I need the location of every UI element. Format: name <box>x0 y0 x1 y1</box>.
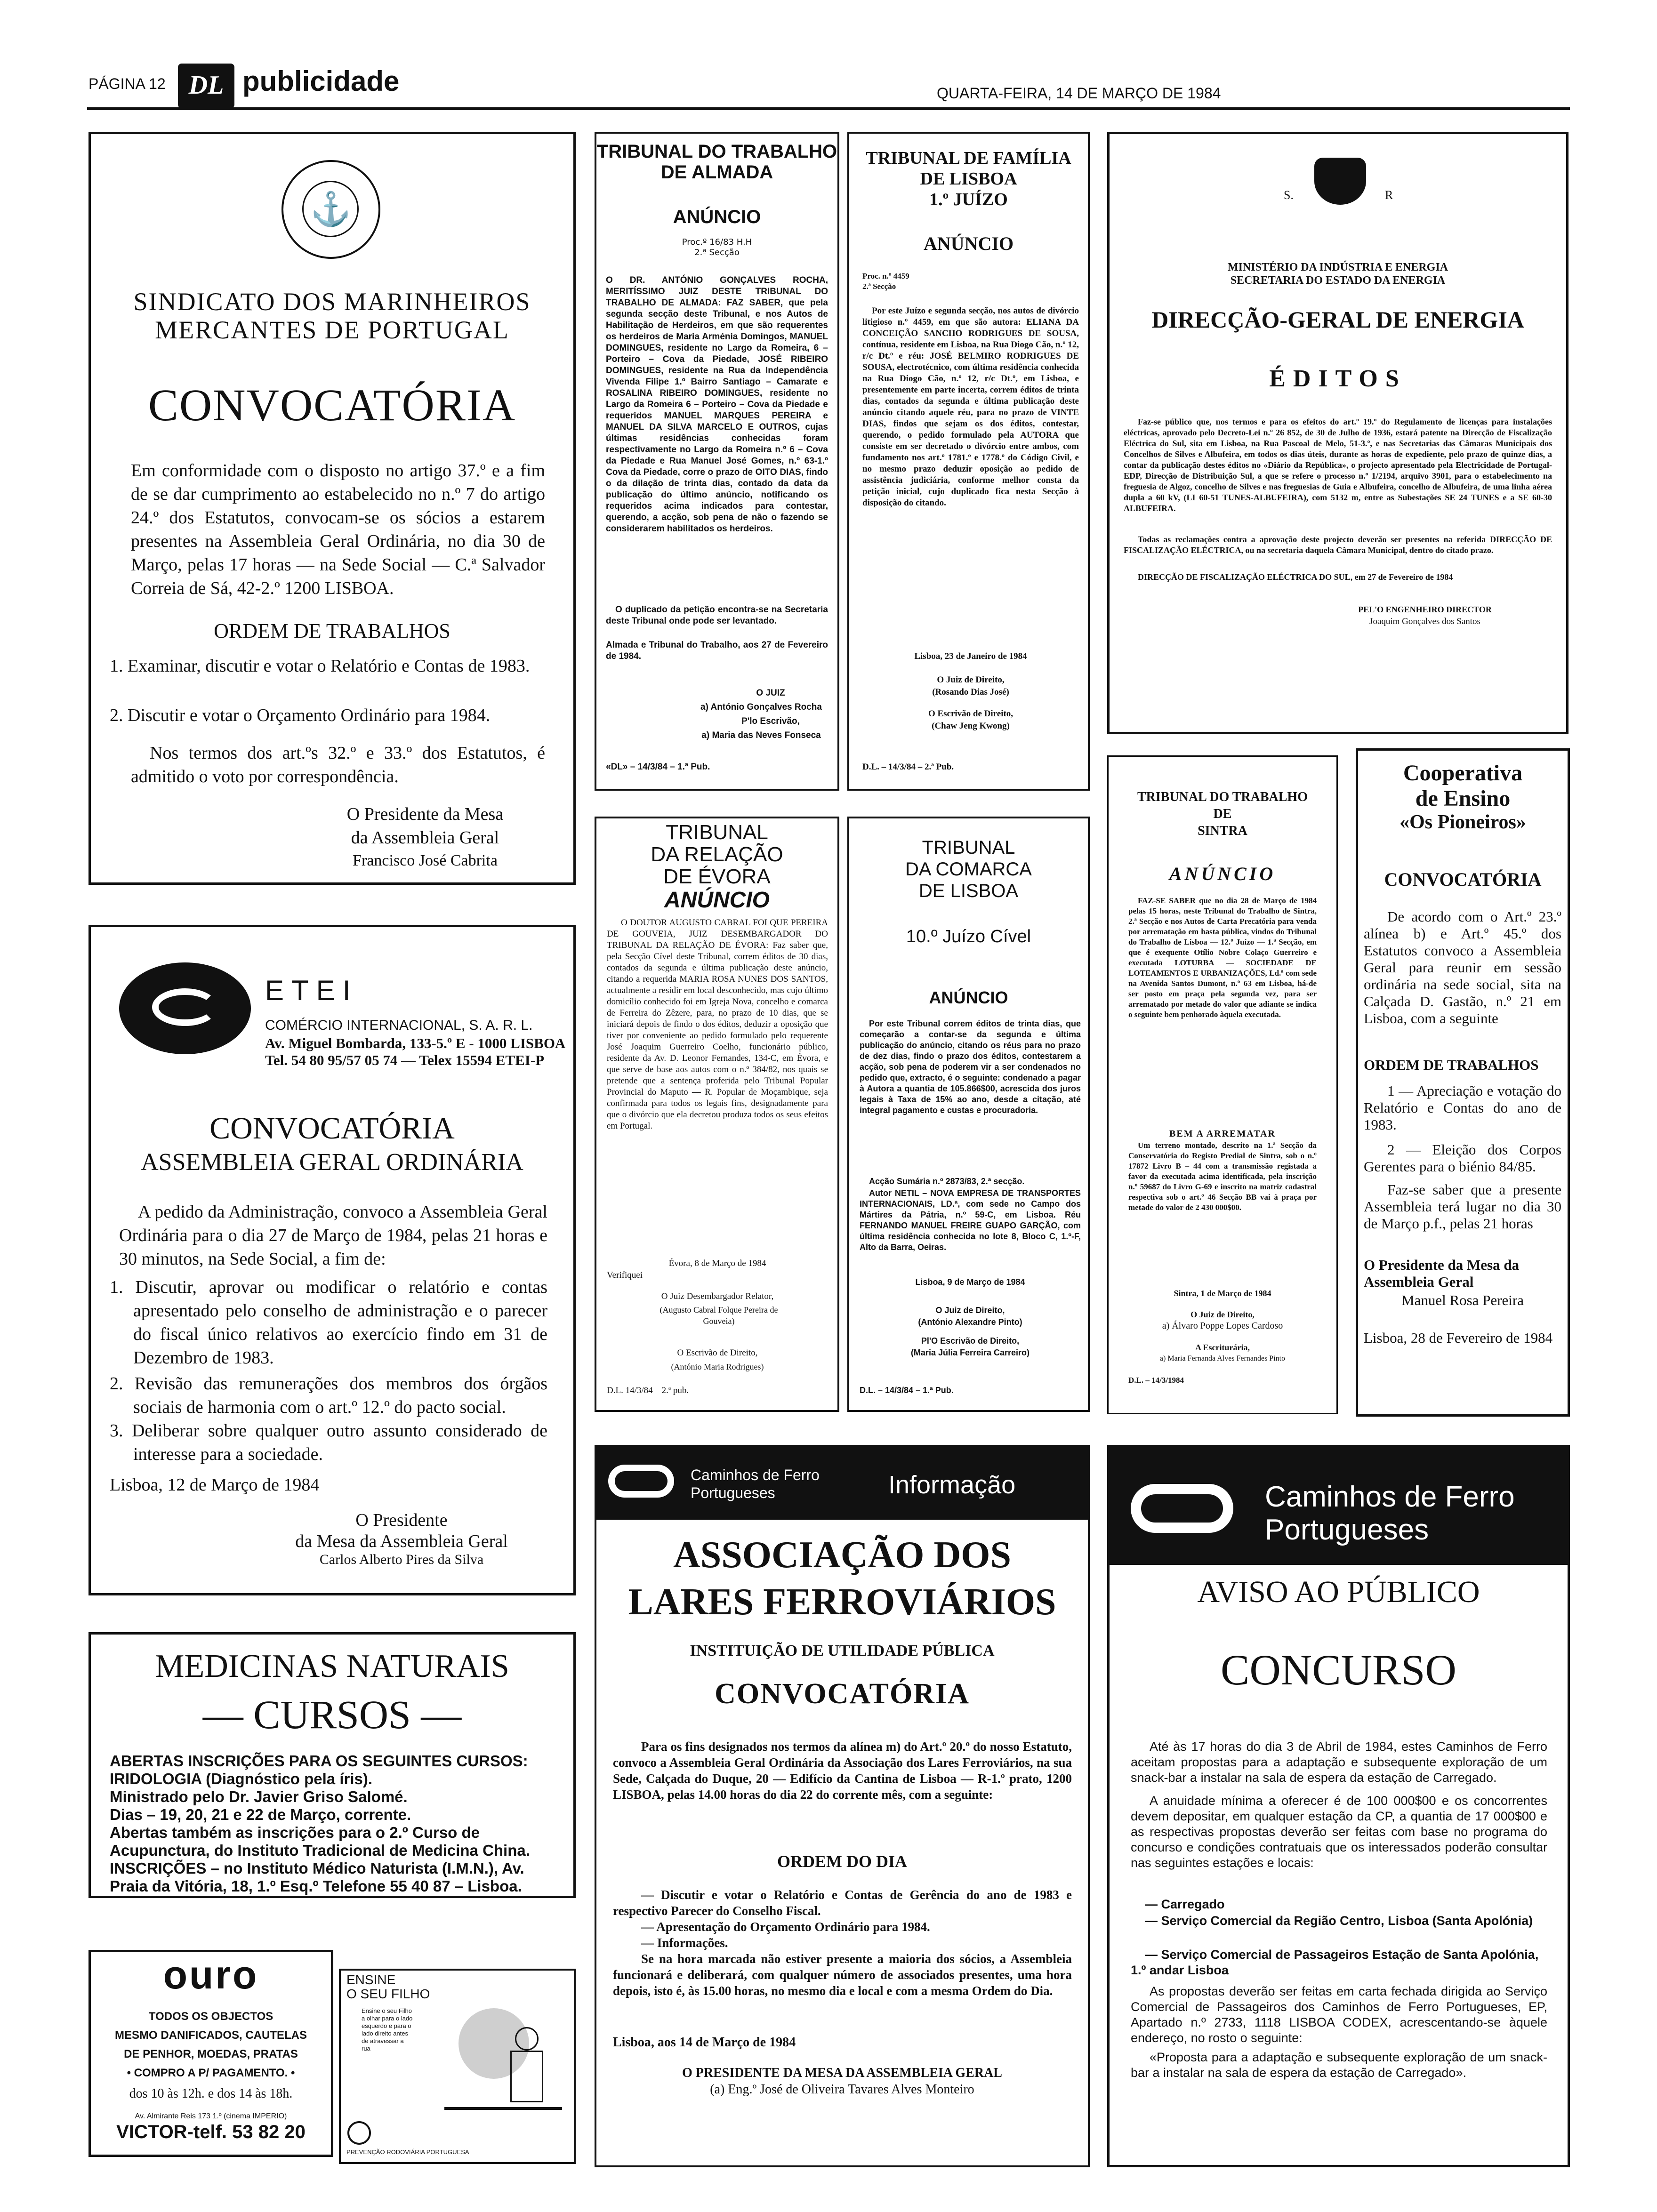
ad-intro: De acordo com o Art.º 23.º alínea b) e Art.º 45.º dos Estatutos convoco a Assembleia Geral para reunir em sessão ordinária na sede social, sita na Calçada D. Gastão, n.º 21 em Lisboa, com a seguinte <box>1364 908 1561 1026</box>
location-item-2: — Serviço Comercial da Região Centro, Lisboa (Santa Apolónia) <box>1145 1914 1533 1928</box>
notice-subtitle: ASSEMBLEIA GERAL ORDINÁRIA <box>141 1149 523 1176</box>
ad-line: Abertas também as inscrições para o 2.º Curso de Acupunctura, do Instituto Tradicional de Medicina China. <box>110 1824 530 1859</box>
ad-address: Av. Almirante Reis 173 1.º (cinema IMPERIO) <box>135 2112 287 2120</box>
ad-intro: Para os fins designados nos termos da alínea m) do Art.º 20.º do nosso Estatuto, convoco a Assembleia Geral Ordinária da Associação dos Lares Ferroviários, na sua Sede, Calçada do Duque, 20 — Edifício da Cantina de Lisboa — R-1.º prato, 1200 LISBOA, pelas 14.00 horas do dia 22 do corrente mês, com a seguinte: <box>613 1739 1072 1802</box>
notice-intro: A pedido da Administração, convoco a Assembleia Geral Ordinária para o dia 27 de Março de 1984, pelas 21 horas e 30 minutos, na Sede Social, a fim de: <box>119 1202 547 1269</box>
ad-tribunal-evora <box>595 817 839 1412</box>
ad-kind: CONVOCATÓRIA <box>715 1678 970 1710</box>
ad-line: Ministrado pelo Dr. Javier Griso Salomé. <box>110 1788 408 1805</box>
page-number: PÁGINA 12 <box>88 75 166 92</box>
ad-date: Évora, 8 de Março de 1984 <box>668 1258 766 1268</box>
signature-role: O Juiz de Direito, <box>935 1306 1005 1315</box>
ad-title: ouro <box>163 1953 259 1997</box>
signature-name: a) Álvaro Poppe Lopes Cardoso <box>1162 1321 1283 1331</box>
ad-title-line2: DE <box>1213 807 1232 821</box>
etei-logo-icon <box>119 962 251 1054</box>
notice-title: CONVOCATÓRIA <box>209 1111 455 1146</box>
ad-title-line2: O SEU FILHO <box>346 1987 430 2001</box>
ad-medicinas-naturais <box>88 1632 576 1898</box>
signature-name: (a) Eng.º José de Oliveira Tavares Alves Monteiro <box>710 2082 974 2097</box>
ad-subtitle: — CURSOS — <box>202 1692 462 1737</box>
ad-paragraph-2: A anuidade mínima a oferecer é de 100 000$00 e os concorrentes devem depositar, em qualquer estação da CP, a quantia de 17 000$00 e as respectivas propostas deverão ser feitas com base no programa do concurso e condições contratuais que os interessados poderão consultar nas seguintes estações e locais: <box>1131 1794 1547 1870</box>
signature-role: O PRESIDENTE DA MESA DA ASSEMBLEIA GERAL <box>682 2066 1002 2080</box>
ad-line: DE PENHOR, MOEDAS, PRATAS <box>124 2048 298 2060</box>
ad-body: O DR. ANTÓNIO GONÇALVES ROCHA, MERITÍSSIMO JUIZ DESTE TRIBUNAL DO TRABALHO DE ALMADA: FAZ SABER, que pela segunda secção deste Tribunal, e nos Autos de Habilitação de Herdeiros, em que são requerentes os herdeiros de Maria Arménia Domingos, MANUEL DOMINGUES, residente no Largo da Romeira, 6 – Porteiro – Cova da Piedade, JOSÉ RIBEIRO DOMINGUES, residente na Rua da Independência Vivenda Filipe 1.º Bairro Santiago – Camarate e ROSALINA RIBEIRO DOMINGUES, residente no Largo da Romeira 6 – Porteiro – Cova da Piedade e requeridos MANUEL MARQUES PEREIRA e MANUEL DA SILVA MARCELO E OUTROS, cujas últimas residências conhecidas foram respectivamente no Largo da Romeira n.º 6 – Cova da Piedade e Rua Manuel José Gomes, n.º 63-1.º Cova da Piedade, corre o prazo de OITO DIAS, findo o da dilação de trinta dias, contado da data da publicação do último anúncio, notificando os requeridos acima indicados para contestar, querendo, a acção, sob pena de não o fazendo se considerarem habilitados os herdeiros. <box>606 275 828 534</box>
coat-of-arms-icon <box>1314 158 1366 205</box>
arms-letter-right: R <box>1385 188 1393 202</box>
signature-role: O Juiz de Direito, <box>937 675 1005 685</box>
signature-name: Manuel Rosa Pereira <box>1401 1292 1524 1308</box>
signature-role: PEL'O ENGENHEIRO DIRECTOR <box>1358 605 1492 614</box>
ad-line: dos 10 às 12h. e dos 14 às 18h. <box>129 2086 293 2101</box>
ad-paragraph-3: As propostas deverão ser feitas em carta fechada dirigida ao Serviço Comercial de Passageiros dos Caminhos de Ferro Portugueses, EP, Apartado n.º 2733, 1118 LISBOA CODEX, acrescentando-se àquele endereço, no rosto o seguinte: <box>1131 1984 1547 2045</box>
notice-intro: Em conformidade com o disposto no artigo 37.º e a fim de se dar cumprimento ao estabelecido no n.º 7 do artigo 24.º dos Estatutos, convocam-se os sócios a estarem presentes na Assembleia Geral Ordinária, no dia 30 de Março, pelas 17 horas — na Sede Social — C.ª Salvador Correia de Sá, 42-2.º 1200 LISBOA. <box>131 461 545 598</box>
ad-date: Sintra, 1 de Março de 1984 <box>1174 1289 1271 1298</box>
ad-sindicato <box>88 132 576 885</box>
etei-brand: ETEI <box>265 975 358 1006</box>
issue-date: QUARTA-FEIRA, 14 DE MARÇO DE 1984 <box>937 85 1221 102</box>
signature-role: O Juiz Desembargador Relator, <box>661 1291 774 1301</box>
signature-name: a) António Gonçalves Rocha <box>700 702 822 712</box>
notice-title: CONVOCATÓRIA <box>148 380 516 430</box>
ad-title: MEDICINAS NATURAIS <box>155 1648 509 1684</box>
signature-role: Pl'O Escrivão de Direito, <box>921 1336 1020 1346</box>
ad-cooperativa-pioneiros <box>1356 748 1570 1417</box>
notice-closing: Nos termos dos art.ºs 32.º e 33.º dos Estatutos, é admitido o voto por correspondência. <box>131 743 545 786</box>
signature-role: A Escriturária, <box>1195 1343 1250 1352</box>
agenda-title: ORDEM DE TRABALHOS <box>214 619 450 642</box>
signature-role: O Juiz de Direito, <box>1190 1310 1255 1319</box>
ad-tribunal-familia <box>847 132 1090 791</box>
ad-title-line2: DA RELAÇÃO <box>651 843 783 866</box>
ad-date: Lisboa, 9 de Março de 1984 <box>915 1277 1025 1287</box>
proc-number: Acção Sumária n.º 2873/83, 2.ª secção. <box>869 1177 1025 1186</box>
ad-tribunal-comarca <box>847 817 1090 1412</box>
ad-date: DIRECÇÃO DE FISCALIZAÇÃO ELÉCTRICA DO SUL, em 27 de Fevereiro de 1984 <box>1138 572 1453 582</box>
section-title: publicidade <box>242 65 400 97</box>
ad-title-line1: TRIBUNAL DO TRABALHO <box>1137 790 1308 804</box>
ad-body-2: Todas as reclamações contra a aprovação deste projecto deverão ser presentes na referida DIRECÇÃO DE FISCALIZAÇÃO ELÉCTRICA, ou na secretaria daquela Câmara Municipal, dentro do citado prazo. <box>1124 535 1552 555</box>
bem-title: BEM A ARREMATAR <box>1169 1129 1276 1139</box>
ministry-line2: SECRETARIA DO ESTADO DA ENERGIA <box>1230 274 1446 287</box>
ad-ouro <box>88 1950 333 2157</box>
ad-body: FAZ-SE SABER que no dia 28 de Março de 1984 pelas 15 horas, neste Tribunal do Trabalho de Sintra, 2.ª Secção e nos Autos de Carta Precatória para venda por arrematação em hasta pública, vindos do Tribunal do Trabalho de Lisboa — 12.º Juízo — 1.ª Secção, em que é exequente Otílio Nobre Colaço Guerreiro e executada LOTURBA — SOCIEDADE DE LOTEAMENTOS E URBANIZAÇÕES, Ld.ª com sede na Avenida Santos Dumont, n.º 63 em Lisboa, há-de ser posto em praça pela segunda vez, para ser arrematado por metade do valor que adiante se indica o seguinte bem penhorado àquela executada. <box>1128 896 1317 1019</box>
ad-body: Por este Tribunal correm éditos de trinta dias, que começarão a contar-se da segunda e última publicação do anúncio, citando os réus para no prazo de dez dias, findo o prazo dos éditos, contestarem a acção, sob pena de poderem vir a ser condenados no pedido que, extracto, é o seguinte: condenado a pagar à Autora a quantia de 105.866$00, acrescida dos juros legais à Taxa de 15% ao ano, desde a citação, até integral pagamento e custas e procuradoria. <box>860 1019 1081 1115</box>
cp-logo-icon <box>1131 1480 1239 1537</box>
org-name-line1: SINDICATO DOS MARINHEIROS <box>133 288 531 316</box>
ad-title-line1: Cooperativa <box>1403 761 1523 785</box>
signature-name: (Maria Júlia Ferreira Carreiro) <box>910 1348 1030 1357</box>
ad-title-line3: DE LISBOA <box>918 881 1019 901</box>
bem-description: Um terreno montado, descrito na 1.ª Secção da Conservatória do Registo Predial de Sintra, sob o n.º 17872 Livro B – 44 com a transmissão registada a favor da executada acima identificada, pela inscrição n.º 59687 do Livro G-69 e inscrito na matriz cadastral respectiva sob o art.º 46 Secção BB vai à praça por metade do valor de 2 430 000$00. <box>1128 1141 1317 1212</box>
signature-role: O Escrivão de Direito, <box>677 1348 758 1358</box>
etei-address: Av. Miguel Bombarda, 133-5.º E - 1000 LISBOA <box>265 1035 566 1051</box>
ad-phone: VICTOR-telf. 53 82 20 <box>116 2122 306 2142</box>
ad-kind: ANÚNCIO <box>673 207 761 227</box>
etei-phones: Tel. 54 80 95/57 05 74 — Telex 15594 ETEI-P <box>265 1052 545 1068</box>
ad-tribunal-sintra <box>1107 755 1338 1414</box>
banner-label: Informação <box>888 1471 1016 1499</box>
ad-title-line2: LARES FERROVIÁRIOS <box>628 1581 1056 1623</box>
ad-body: O DOUTOR AUGUSTO CABRAL FOLQUE PEREIRA DE GOUVEIA, JUIZ DESEMBARGADOR DO TRIBUNAL DA RELAÇÃO DE ÉVORA: Faz saber que, pela Secção Cível deste Tribunal, correm éditos de 30 dias, contados da segunda e última publicação deste anúncio, citando a requerida MARIA ROSA NUNES DOS SANTOS, actualmente a residir em local desconhecido, mas cujo último domicílio conhecido foi em Igreja Nova, concelho e comarca de Ferreira do Zêzere, para, no prazo de 10 dias, que se iniciará depois de findo o dos éditos, deduzir a oposição que tiver por conveniente ao pedido formulado pelo requerente José Joaquim Guerreiro Coelho, funcionário público, residente da Av. D. Leonor Fernandes, 134-C, em Évora, e que serve de base aos autos com o n.º 384/82, nos quais se pretende que a sentença proferida pelo Tribunal Popular Provincial do Maputo — R. Popular de Moçambique, seja confirmada para todos os legais fins, designadamente para que o divórcio que ela decretou produza todos os seus efeitos em Portugal. <box>607 918 828 1131</box>
ad-subtitle: ÉDITOS <box>1269 365 1407 392</box>
ad-tribunal-almada <box>595 132 839 791</box>
signature-name: (António Alexandre Pinto) <box>918 1317 1022 1327</box>
ad-date: Lisboa, 28 de Fevereiro de 1984 <box>1364 1330 1553 1346</box>
cp-banner <box>596 1447 1088 1520</box>
ad-line: • COMPRO A P/ PAGAMENTO. • <box>127 2067 295 2079</box>
signature-name: Carlos Alberto Pires da Silva <box>319 1552 484 1567</box>
cp-name-line2: Portugueses <box>1265 1514 1429 1546</box>
ad-title-line2: DE ALMADA <box>660 162 773 183</box>
agenda-item-3: 3. Deliberar sobre qualquer outro assunto considerado de interesse para a sociedade. <box>110 1421 547 1464</box>
cp-banner <box>1110 1447 1568 1565</box>
agenda-title: ORDEM DO DIA <box>777 1852 907 1871</box>
anchor-seal-icon: ⚓ <box>282 160 380 259</box>
cp-name-line1: Caminhos de Ferro <box>1265 1481 1515 1513</box>
proc-number: Proc. n.º 4459 <box>862 272 909 281</box>
signature-role: O JUIZ <box>756 688 785 698</box>
ad-title-line3: 1.º JUÍZO <box>929 190 1008 209</box>
agenda-item-2: — Apresentação do Orçamento Ordinário para 1984. <box>641 1920 930 1934</box>
agenda-item-2: 2. Discutir e votar o Orçamento Ordinário para 1984. <box>110 705 491 725</box>
ad-closing: Se na hora marcada não estiver presente a maioria dos sócios, a Assembleia funcionará e deliberará, com qualquer número de associados presentes, uma hora depois, isto é, às 15.00 horas, no mesmo dia e local e com a mesma Ordem do Dia. <box>613 1952 1072 1998</box>
ad-kind: ANÚNCIO <box>664 888 770 913</box>
cp-name-line2: Portugueses <box>691 1484 775 1501</box>
cp-name-line1: Caminhos de Ferro <box>691 1467 820 1483</box>
ad-date: Almada e Tribunal do Trabalho, aos 27 de Fevereiro de 1984. <box>606 640 828 661</box>
ad-title-line2: DA COMARCA <box>905 859 1032 880</box>
ministry-line1: MINISTÉRIO DA INDÚSTRIA E ENERGIA <box>1227 261 1448 273</box>
ad-title-line1: TRIBUNAL DO TRABALHO <box>596 141 837 162</box>
agenda-title: ORDEM DE TRABALHOS <box>1364 1057 1539 1073</box>
prevention-logo-icon <box>347 2121 371 2145</box>
ad-date: Lisboa, 23 de Janeiro de 1984 <box>914 651 1027 661</box>
location-item-3: — Serviço Comercial de Passageiros Estação de Santa Apolónia, 1.º andar Lisboa <box>1131 1948 1539 1977</box>
ad-lares-ferroviarios <box>595 1445 1090 2167</box>
agenda-item-2: 2. Revisão das remunerações dos membros dos órgãos sociais de harmonia com o art.º 12.º do pacto social. <box>110 1374 548 1417</box>
ad-kind: CONVOCATÓRIA <box>1384 869 1542 890</box>
publication-ref: D.L. – 14/3/1984 <box>1128 1376 1184 1385</box>
ad-kind: ANÚNCIO <box>923 233 1014 254</box>
ad-subtitle: CONCURSO <box>1220 1646 1456 1694</box>
ad-parties: Autor NETIL – NOVA EMPRESA DE TRANSPORTES INTERNACIONAIS, LD.ª, com sede no Campo dos Mártires da Pátria, n.º 59-C, em Lisboa. Réu FERNANDO MANUEL FREIRE GUAPO GARÇÃO, com última residência conhecida no lote 8, Bloco C, 1.º-F, Alto da Barra, Oeiras. <box>860 1188 1081 1252</box>
ad-footer: PREVENÇÃO RODOVIÁRIA PORTUGUESA <box>346 2148 469 2156</box>
agenda-item-2: 2 — Eleição dos Corpos Gerentes para o biénio 84/85. <box>1364 1141 1561 1175</box>
publication-ref: D.L. – 14/3/84 – 1.ª Pub. <box>860 1386 954 1395</box>
ad-line: IRIDOLOGIA (Diagnóstico pela íris). <box>110 1770 373 1787</box>
ad-line: MESMO DANIFICADOS, CAUTELAS <box>115 2029 307 2042</box>
ad-kind: ANÚNCIO <box>929 988 1008 1007</box>
ad-paragraph-1: Até às 17 horas do dia 3 de Abril de 1984, estes Caminhos de Ferro aceitam propostas para a adaptação e subsequente exploração de um snack-bar a instalar na sala de espera da estação de Carregado. <box>1131 1739 1547 1785</box>
proc-section: 2.ª Secção <box>694 248 740 257</box>
signature-name: a) Maria Fernanda Alves Fernandes Pinto <box>1159 1354 1286 1362</box>
publication-ref: «DL» – 14/3/84 – 1.ª Pub. <box>606 762 710 772</box>
location-item-1: — Carregado <box>1145 1897 1225 1911</box>
ad-body-2: O duplicado da petição encontra-se na Secretaria deste Tribunal onde pode ser levantado. <box>606 605 828 626</box>
ad-subtitle: INSTITUIÇÃO DE UTILIDADE PÚBLICA <box>690 1642 995 1659</box>
ad-kind: ANÚNCIO <box>1169 863 1276 884</box>
ad-title-line1: TRIBUNAL <box>666 821 768 844</box>
ad-title-line3: SINTRA <box>1198 824 1247 838</box>
ad-body: Faz-se público que, nos termos e para os efeitos do art.º 19.º do Regulamento de licenças para instalações eléctricas, aprovado pelo Decreto-Lei n.º 26 852, de 30 de Julho de 1936, estará patente na Direcção de Fiscalização Eléctrica do Sul, sita em Lisboa, na Rua Pascoal de Melo, 51-3.º, e nas Secretarias das Câmaras Municipais dos Concelhos de Silves e Albufeira, em todos os dias úteis, durante as horas de expediente, pelo prazo de quinze dias, a contar da publicação destes éditos no «Diário da República», o projecto apresentado pela Electricidade de Portugal-EDP, Direcção de Distribuição Sul, a que se refere o processo n.º 1/2194, arquivo 3901, para o estabelecimento na freguesia de Algoz, concelho de Silves e nas freguesias de Guia e Albufeira, concelho de Albufeira, de uma linha aérea dupla a 60 kV, (LI 60-51 TUNES-ALBUFEIRA), com 5132 m, entre as Subestações SE 24 TUNES e a SE 60-30 ALBUFEIRA. <box>1124 417 1552 513</box>
signature-role2: da Mesa da Assembleia Geral <box>295 1531 508 1551</box>
ad-aviso-concurso <box>1107 1445 1570 2167</box>
child-illustration-icon <box>444 1999 567 2126</box>
signature-role1: O Presidente da Mesa <box>346 804 504 824</box>
signature-role: P'lo Escrivão, <box>741 716 800 726</box>
org-name-line2: MERCANTES DE PORTUGAL <box>155 316 509 344</box>
cp-logo-icon <box>608 1456 679 1508</box>
agenda-item-1: 1. Discutir, aprovar ou modificar o relatório e contas apresentado pelo conselho de administração e o parecer do fiscal único relativos ao exercício findo em 31 de Dezembro de 1983. <box>110 1277 547 1368</box>
ad-direccao-energia <box>1107 132 1569 734</box>
signature-name: (Chaw Jeng Kwong) <box>932 721 1010 731</box>
notice-date: Lisboa, 12 de Março de 1984 <box>110 1475 320 1495</box>
signature-role: O Escrivão de Direito, <box>928 709 1014 719</box>
ad-title-line3: «Os Pioneiros» <box>1400 811 1526 833</box>
ad-title-line2: DE LISBOA <box>920 169 1017 189</box>
header-rule <box>87 107 1570 110</box>
signature-name: (Augusto Cabral Folque Pereira de Gouveia) <box>660 1305 778 1326</box>
ad-line: Dias – 19, 20, 21 e 22 de Março, corrente. <box>110 1806 411 1823</box>
ad-body: Por este Juízo e segunda secção, nos autos de divórcio litigioso n.º 4459, em que são autora: ELIANA DA CONCEIÇÃO SANCHO RODRIGUES DE SOUSA, contínua, residente em Lisboa, na Rua Diogo Cão, n.º 12, r/c Dt.º e réu: JOSÉ BELMIRO RODRIGUES DE SOUSA, electrotécnico, com última residência conhecida na Rua Diogo Cão, n.º 12, r/c Dt.º, em Lisboa, e presentemente em parte incerta, correm éditos de trinta dias, contados da segunda e última publicação deste anúncio citando aquele réu, para no prazo de VINTE DIAS, findos que sejam os dos éditos, contestar, querendo, o pedido formulado pela AUTORA que consiste em ser decretado o divórcio entre ambos, com fundamento nos art.º 1781.º e 1778.º do Código Civil, e no mesmo prazo deduzir oposição ao pedido de assistência judiciária, conforme melhor consta da petição inicial, cujo duplicado fica nesta Secção à disposição do citando. <box>862 306 1079 508</box>
ad-closing: Faz-se saber que a presente Assembleia terá lugar no dia 30 de Março p.f., pelas 21 horas <box>1364 1181 1561 1232</box>
signature-name: Francisco José Cabrita <box>353 852 498 869</box>
signature-role2: da Assembleia Geral <box>351 828 499 848</box>
ad-paragraph-4: «Proposta para a adaptação e subsequente exploração de um snack-bar a instalar na sala de espera da estação de Carregado». <box>1131 2050 1547 2080</box>
ad-title-line2: de Ensino <box>1415 786 1511 811</box>
signature-name: a) Maria das Neves Fonseca <box>701 730 821 740</box>
agenda-item-3: — Informações. <box>641 1936 728 1950</box>
signature-name: (Rosando Dias José) <box>932 687 1009 697</box>
ad-line: TODOS OS OBJECTOS <box>148 2010 273 2023</box>
ad-title: DIRECÇÃO-GERAL DE ENERGIA <box>1151 306 1524 333</box>
ad-title-line1: TRIBUNAL <box>922 837 1015 858</box>
publication-ref: D.L. – 14/3/84 – 2.ª Pub. <box>862 762 954 772</box>
etei-company: COMÉRCIO INTERNACIONAL, S. A. R. L. <box>265 1018 533 1033</box>
verified-note: Verifiquei <box>607 1270 643 1280</box>
agenda-item-1: 1 — Apreciação e votação do Relatório e Contas do ano de 1983. <box>1364 1082 1561 1133</box>
ad-etei <box>88 925 576 1595</box>
signature-name: Joaquim Gonçalves dos Santos <box>1369 617 1480 626</box>
signature-role1: O Presidente <box>355 1510 448 1530</box>
ad-line: ABERTAS INSCRIÇÕES PARA OS SEGUINTES CURSOS: <box>110 1752 528 1770</box>
ad-title-line1: ENSINE <box>346 1972 396 1987</box>
ad-title-line1: ASSOCIAÇÃO DOS <box>673 1534 1011 1576</box>
signature-role: O Presidente da Mesa da Assembleia Geral <box>1364 1257 1520 1290</box>
signature-name: (António Maria Rodrigues) <box>671 1362 764 1371</box>
ad-title-line3: DE ÉVORA <box>663 865 771 888</box>
ad-title-line1: TRIBUNAL DE FAMÍLIA <box>866 148 1071 168</box>
ad-line: INSCRIÇÕES – no Instituto Médico Naturista (I.M.N.), Av. Praia da Vitória, 18, 1.º Esq.º Telefone 55 40 87 – Lisboa. <box>110 1859 524 1895</box>
logo-letters: DL <box>188 71 224 100</box>
ad-ensine <box>339 1969 576 2164</box>
agenda-item-1: — Discutir e votar o Relatório e Contas de Gerência do ano de 1983 e respectivo Parecer do Conselho Fiscal. <box>613 1888 1072 1918</box>
newspaper-logo <box>178 64 234 108</box>
ad-title: AVISO AO PÚBLICO <box>1197 1575 1480 1609</box>
arms-letter-left: S. <box>1284 188 1294 202</box>
court-juizo: 10.º Juízo Cível <box>906 927 1031 946</box>
proc-section: 2.ª Secção <box>862 282 896 291</box>
ad-text: Ensine o seu Filho a olhar para o lado esquerdo e para o lado direito antes de atravessar a rua <box>362 2007 413 2052</box>
ad-date: Lisboa, aos 14 de Março de 1984 <box>613 2035 796 2050</box>
agenda-item-1: 1. Examinar, discutir e votar o Relatório e Contas de 1983. <box>110 656 530 676</box>
publication-ref: D.L. 14/3/84 – 2.ª pub. <box>607 1386 689 1395</box>
proc-number: Proc.º 16/83 H.H <box>682 237 752 247</box>
